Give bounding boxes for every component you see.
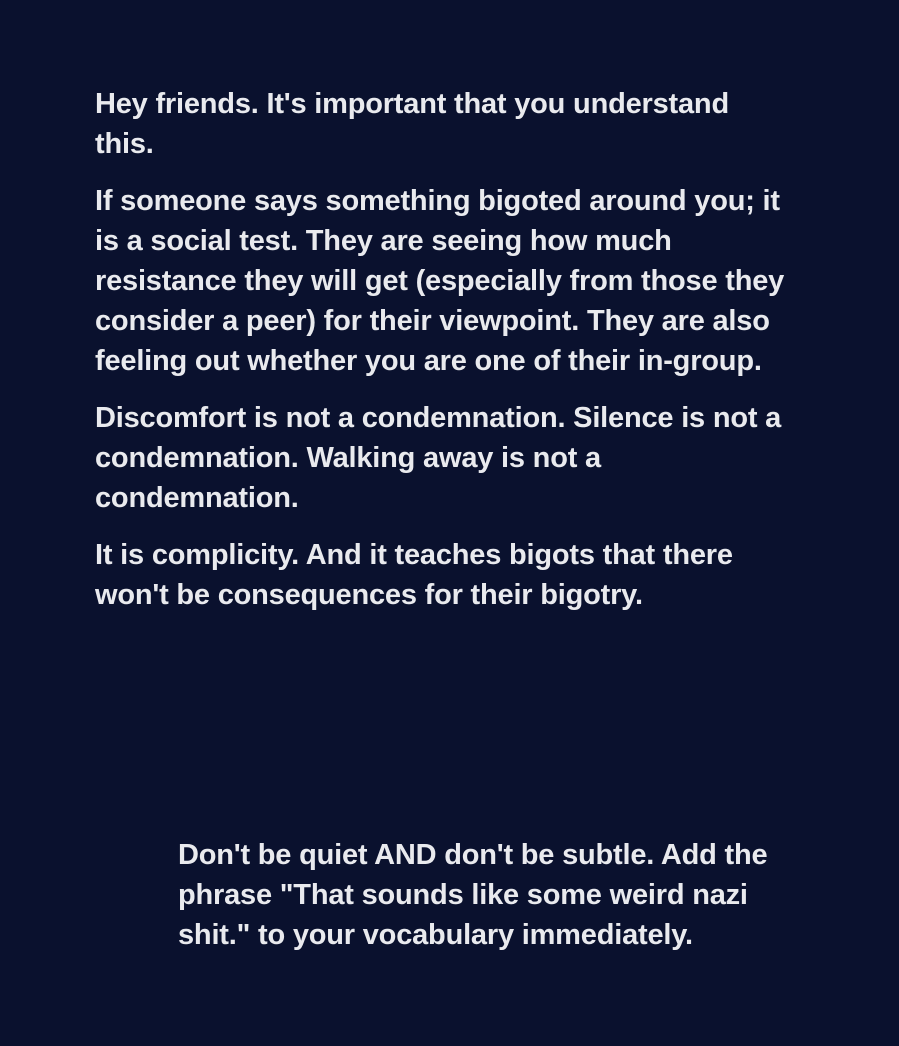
text-line: Hey friends. It's important that you understand <box>95 88 729 120</box>
text-line: this. <box>95 128 154 160</box>
paragraph-complicity <box>95 535 849 615</box>
text-line: If someone says something bigoted around you; it <box>95 185 780 217</box>
text-line: shit." to your vocabulary immediately. <box>178 919 693 951</box>
text-line: resistance they will get (especially from those they <box>95 265 785 297</box>
text-line: feeling out whether you are one of their in-group. <box>95 345 762 377</box>
text-line: condemnation. Walking away is not a <box>95 442 601 474</box>
text-line: It is complicity. And it teaches bigots that there <box>95 539 733 571</box>
text-line: Don't be quiet AND don't be subtle. Add the <box>178 839 768 871</box>
text-line: Discomfort is not a condemnation. Silence is not a <box>95 402 782 434</box>
text-line: consider a peer) for their viewpoint. They are also <box>95 305 770 337</box>
text-line: is a social test. They are seeing how much <box>95 225 672 257</box>
text-line: phrase "That sounds like some weird nazi <box>178 879 748 911</box>
post-body <box>95 84 849 955</box>
paragraph-reply <box>178 835 849 955</box>
paragraph-social-test <box>95 181 849 381</box>
paragraph-condemnation <box>95 398 849 518</box>
text-line: condemnation. <box>95 482 299 514</box>
text-line: won't be consequences for their bigotry. <box>95 579 643 611</box>
paragraph-intro <box>95 84 849 164</box>
